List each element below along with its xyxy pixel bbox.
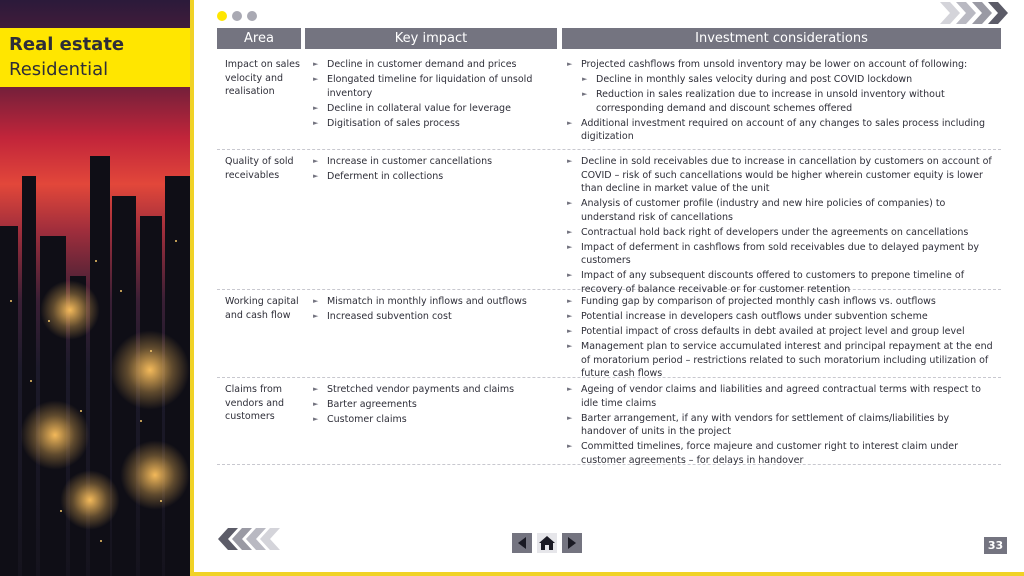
list-item: ► Barter agreements xyxy=(313,398,549,412)
title-box xyxy=(0,28,190,87)
triangle-right-icon xyxy=(567,537,577,549)
section-subtitle: Residential xyxy=(9,59,109,80)
progress-dots xyxy=(217,11,257,21)
list-item: ► Decline in collateral value for leverage xyxy=(313,102,549,116)
triangle-left-icon xyxy=(517,537,527,549)
list-item: ► Increase in customer cancellations xyxy=(313,155,549,169)
section-title: Real estate xyxy=(9,34,125,55)
header-key-impact: Key impact xyxy=(305,28,557,49)
list-item: ► Funding gap by comparison of projected monthly cash inflows vs. outflows xyxy=(567,295,993,309)
list-item: ► Committed timelines, force majeure and customer right to interest claim under customer agreements – for delays in handover xyxy=(567,440,993,467)
investment-list xyxy=(567,295,993,382)
list-item: ► Mismatch in monthly inflows and outflows xyxy=(313,295,549,309)
area-cell: Quality of sold receivables xyxy=(225,156,294,181)
table-row xyxy=(217,52,1001,150)
prev-button[interactable] xyxy=(512,533,532,553)
next-button[interactable] xyxy=(562,533,582,553)
area-cell: Impact on sales velocity and realisation xyxy=(225,59,300,97)
investment-list xyxy=(567,58,993,145)
list-item: ► Decline in sold receivables due to increase in cancellation by customers on account of COVID – risk of such cancellations would be higher wherein customer equity is lower than decline in market value of the unit xyxy=(567,155,993,196)
list-subitem: ► Decline in monthly sales velocity during and post COVID lockdown xyxy=(582,73,993,87)
gold-divider xyxy=(190,0,194,576)
dot xyxy=(247,11,257,21)
list-item: ► Elongated timeline for liquidation of unsold inventory xyxy=(313,73,549,100)
list-item: ► Digitisation of sales process xyxy=(313,117,549,131)
key-impact-list xyxy=(313,383,549,428)
header-area: Area xyxy=(217,28,301,49)
key-impact-list xyxy=(313,155,549,185)
header-investment: Investment considerations xyxy=(562,28,1001,49)
key-impact-list xyxy=(313,58,549,132)
list-item: ► Stretched vendor payments and claims xyxy=(313,383,549,397)
table-row xyxy=(217,149,1001,295)
chevrons-right-icon[interactable] xyxy=(940,2,1008,24)
investment-list xyxy=(567,155,993,298)
dot-active xyxy=(217,11,227,21)
bottom-gold-line xyxy=(194,572,1024,576)
list-item: ► Decline in customer demand and prices xyxy=(313,58,549,72)
area-cell: Working capital and cash flow xyxy=(225,296,299,321)
area-cell: Claims from vendors and customers xyxy=(225,384,285,422)
list-item: ► Deferment in collections xyxy=(313,170,549,184)
dot xyxy=(232,11,242,21)
home-button[interactable] xyxy=(537,533,557,553)
list-item: ► Barter arrangement, if any with vendors for settlement of claims/liabilities by handover of units in the project xyxy=(567,412,993,439)
list-item: ► Impact of deferment in cashflows from sold receivables due to delayed payment by customers xyxy=(567,241,993,268)
list-item: ► Impact of any subsequent discounts offered to customers to prepone timeline of recovery of balance receivable or for customer retention xyxy=(567,269,993,296)
list-item: ► Contractual hold back right of developers under the agreements on cancellations xyxy=(567,226,993,240)
chevrons-left-icon[interactable] xyxy=(216,528,280,550)
list-item: ► Projected cashflows from unsold inventory may be lower on account of following: xyxy=(567,58,993,72)
list-subitem: ► Reduction in sales realization due to increase in unsold inventory without corresponding demand and discount schemes offered xyxy=(582,88,993,115)
list-item: ► Potential increase in developers cash outflows under subvention scheme xyxy=(567,310,993,324)
table-row xyxy=(217,289,1001,378)
list-item: ► Additional investment required on account of any changes to sales process including digitization xyxy=(567,117,993,144)
list-item: ► Ageing of vendor claims and liabilities and agreed contractual terms with respect to idle time claims xyxy=(567,383,993,410)
list-item: ► Management plan to service accumulated interest and principal repayment at the end of moratorium period – restrictions related to such moratorium including utilization of future cash flows xyxy=(567,340,993,381)
investment-list xyxy=(567,383,993,469)
key-impact-list xyxy=(313,295,549,325)
table-row xyxy=(217,377,1001,465)
home-icon xyxy=(539,536,555,550)
page-number: 33 xyxy=(984,537,1007,554)
list-item: ► Increased subvention cost xyxy=(313,310,549,324)
list-item: ► Customer claims xyxy=(313,413,549,427)
list-item: ► Potential impact of cross defaults in debt availed at project level and group level xyxy=(567,325,993,339)
list-item: ► Analysis of customer profile (industry and new hire policies of companies) to understand risk of cancellations xyxy=(567,197,993,224)
